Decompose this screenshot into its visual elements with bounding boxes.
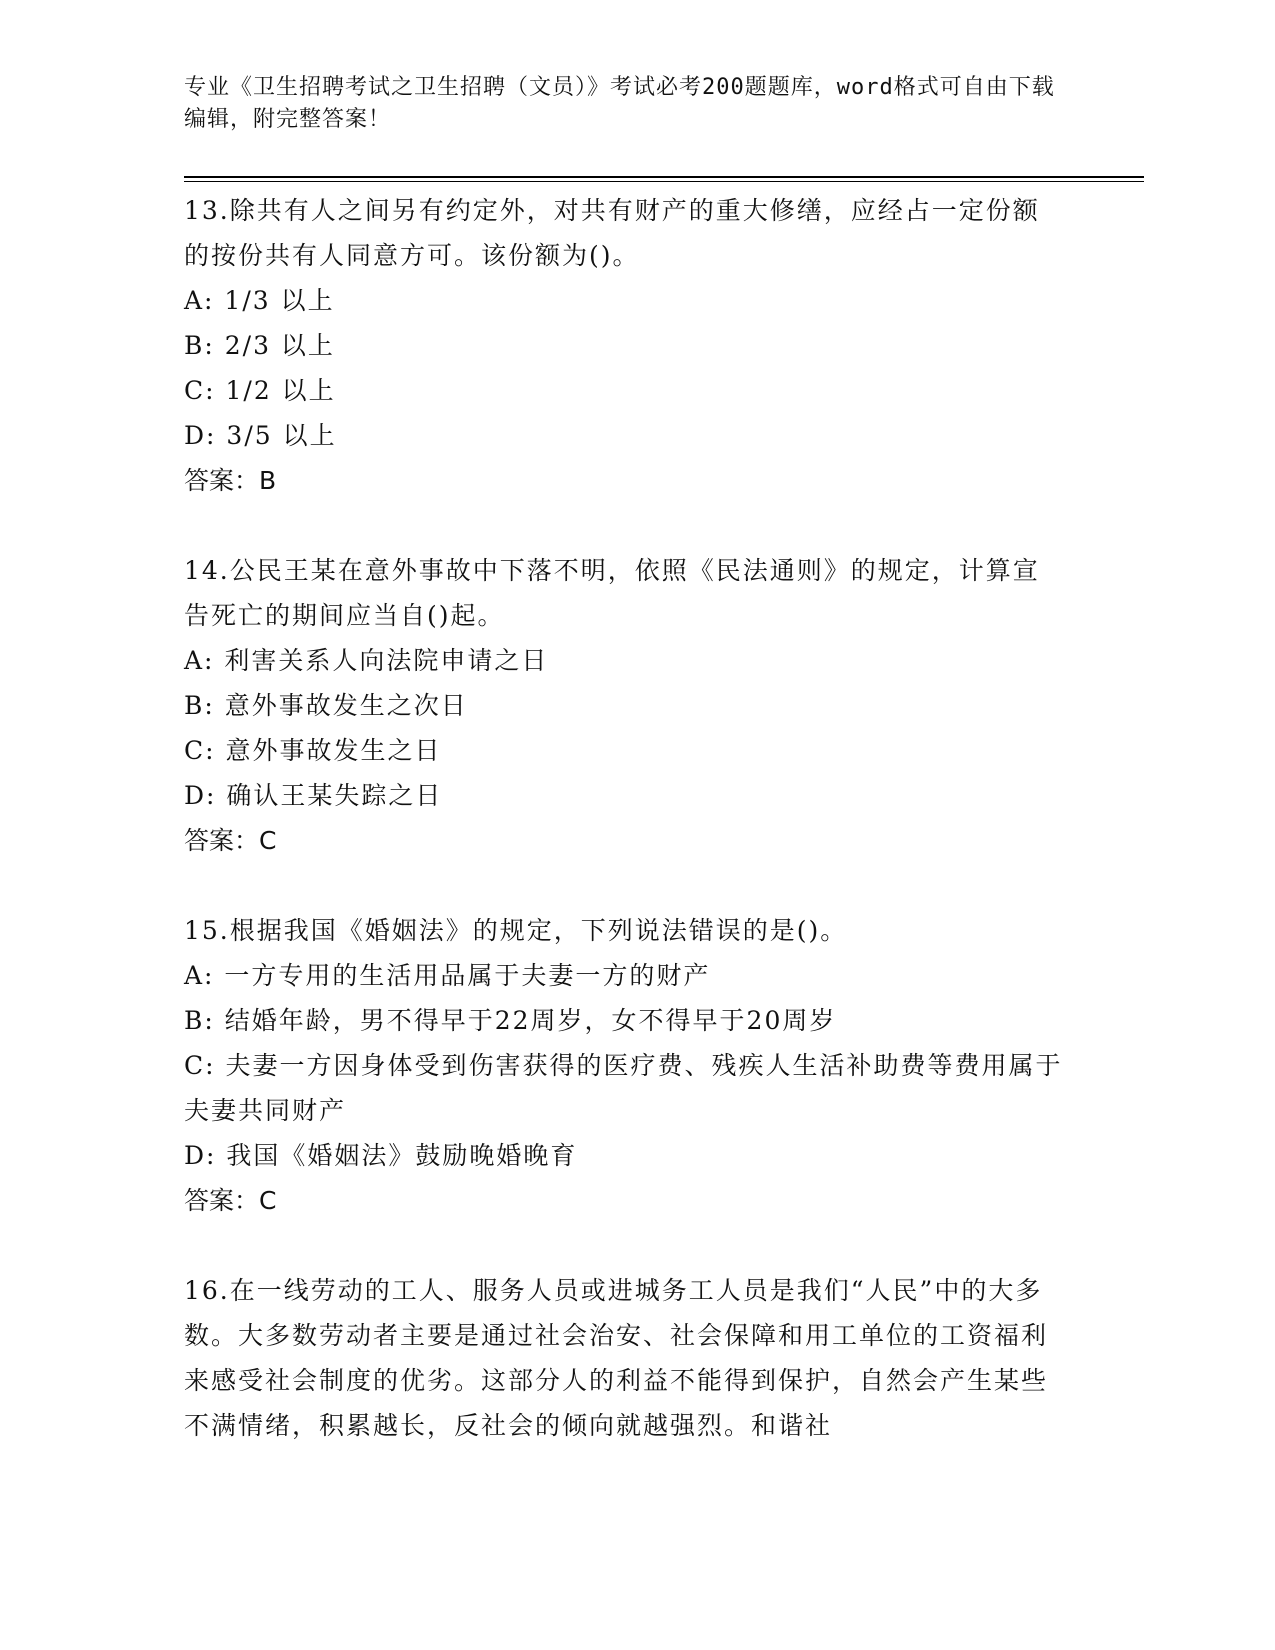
question-stem: 13.除共有人之间另有约定外，对共有财产的重大修缮，应经占一定份额的按份共有人同意方可。该份额为()。 [184,196,1040,270]
header-rule-thin [184,181,1144,182]
option-d: D: 3/5 以上 [184,421,337,450]
question-stem: 14.公民王某在意外事故中下落不明，依照《民法通则》的规定，计算宣告死亡的期间应当自()起。 [184,556,1040,630]
document-header: 专业《卫生招聘考试之卫生招聘（文员）》考试必考200题题库，word格式可自由下载编辑，附完整答案！ [184,75,1055,132]
option-d: D: 我国《婚姻法》鼓励晚婚晚育 [184,1141,578,1170]
header-rule-thick [184,176,1144,178]
question-13 [184,188,1064,503]
option-b: B: 意外事故发生之次日 [184,691,468,720]
option-b: B: 2/3 以上 [184,331,335,360]
answer: 答案：C [184,1186,277,1215]
question-15 [184,908,1064,1223]
question-list [184,188,1064,1493]
option-c: C: 1/2 以上 [184,376,336,405]
option-a: A: 一方专用的生活用品属于夫妻一方的财产 [184,961,711,990]
option-c: C: 夫妻一方因身体受到伤害获得的医疗费、残疾人生活补助费等费用属于夫妻共同财产 [184,1051,1063,1125]
option-a: A: 1/3 以上 [184,286,335,315]
question-stem: 16.在一线劳动的工人、服务人员或进城务工人员是我们“人民”中的大多数。大多数劳动者主要是通过社会治安、社会保障和用工单位的工资福利来感受社会制度的优劣。这部分人的利益不能得到保护，自然会产生某些不满情绪，积累越长，反社会的倾向就越强烈。和谐社 [184,1276,1049,1440]
option-d: D: 确认王某失踪之日 [184,781,443,810]
question-16 [184,1268,1064,1448]
answer: 答案：C [184,826,277,855]
option-b: B: 结婚年龄，男不得早于22周岁，女不得早于20周岁 [184,1006,837,1035]
question-stem: 15.根据我国《婚姻法》的规定，下列说法错误的是()。 [184,916,848,945]
question-14 [184,548,1064,863]
option-a: A: 利害关系人向法院申请之日 [184,646,549,675]
option-c: C: 意外事故发生之日 [184,736,442,765]
answer: 答案：B [184,466,277,495]
